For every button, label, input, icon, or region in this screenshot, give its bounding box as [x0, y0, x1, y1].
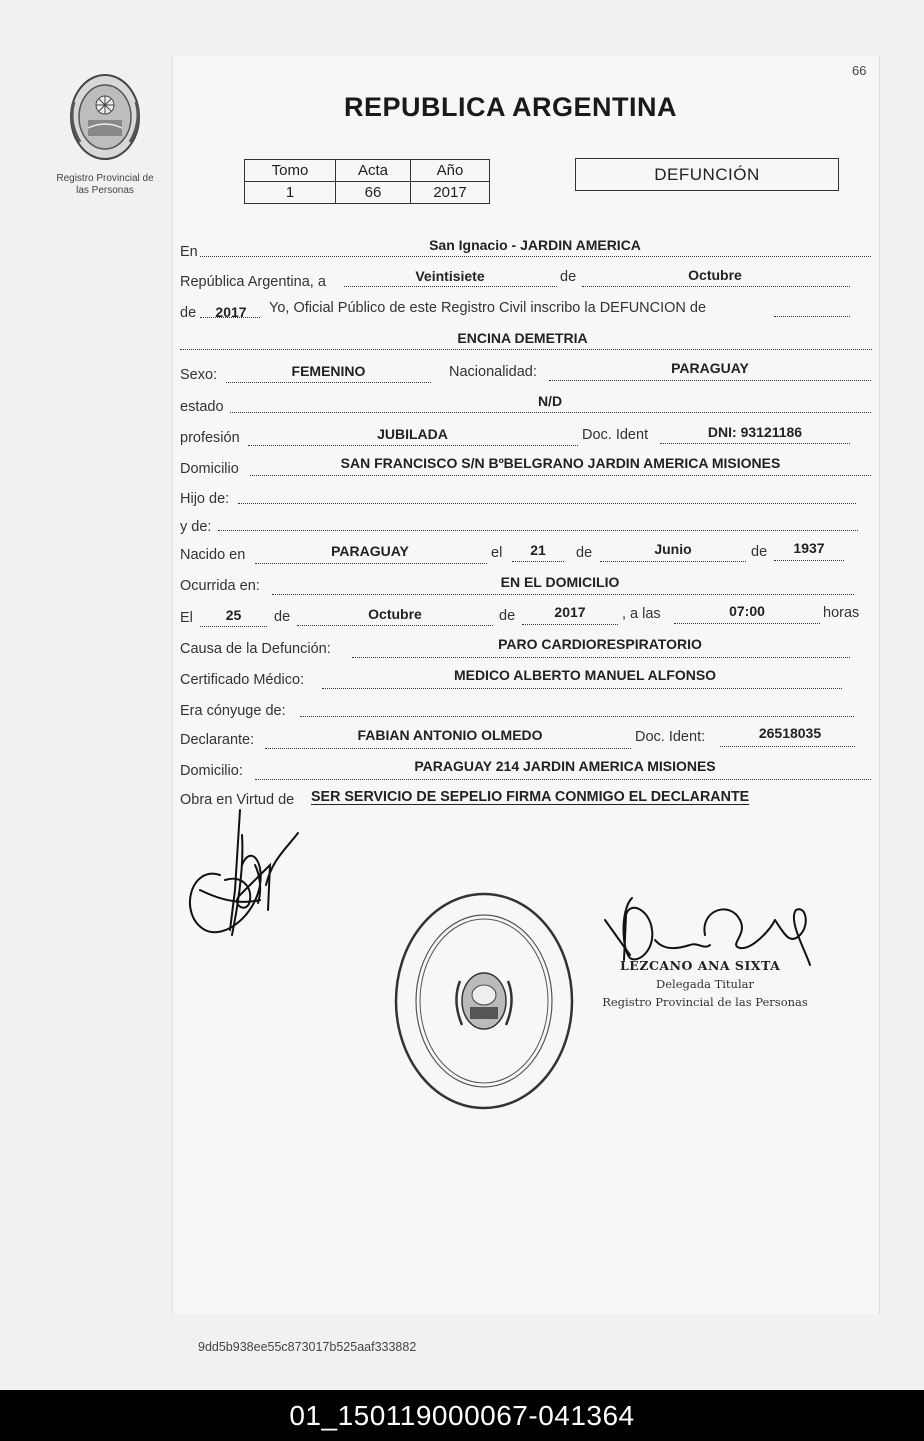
value-def-hora: 07:00 — [729, 603, 765, 619]
value-nacionalidad: PARAGUAY — [671, 360, 749, 376]
record-type-box: DEFUNCIÓN — [575, 158, 839, 191]
label-sexo: Sexo: — [180, 367, 218, 383]
value-obra-en-virtud: SER SERVICIO DE SEPELIO FIRMA CONMIGO EL DECLARANTE — [311, 789, 750, 805]
label-hijo-de: Hijo de: — [180, 491, 230, 507]
declarant-signature — [180, 805, 305, 945]
value-certificado: MEDICO ALBERTO MANUEL ALFONSO — [453, 667, 717, 683]
value-profesion: JUBILADA — [377, 426, 448, 442]
label-de-anio: de — [180, 305, 197, 321]
logo-caption-line1: Registro Provincial de — [56, 173, 154, 184]
logo-caption — [36, 173, 174, 197]
label-doc-ident: Doc. Ident — [582, 427, 649, 443]
value-declarante-domicilio: PARAGUAY 214 JARDIN AMERICA MISIONES — [414, 758, 716, 774]
value-anio: 2017 — [215, 304, 247, 320]
label-yo-oficial: Yo, Oficial Público de este Registro Civil inscribo la DEFUNCION de — [269, 300, 707, 316]
value-nacido-en: PARAGUAY — [331, 543, 409, 559]
value-domicilio: SAN FRANCISCO S/N BºBELGRANO JARDIN AMERICA MISIONES — [340, 455, 781, 471]
document-title: REPUBLICA ARGENTINA — [344, 92, 677, 122]
table-header-tomo: Tomo — [245, 160, 336, 182]
table-value-acta: 66 — [336, 182, 411, 204]
label-certificado: Certificado Médico: — [180, 672, 305, 688]
table-header-anio: Año — [411, 160, 490, 182]
value-causa: PARO CARDIORESPIRATORIO — [498, 636, 702, 652]
value-def-anio: 2017 — [554, 604, 586, 620]
label-estado: estado — [180, 399, 224, 415]
label-declarante: Declarante: — [180, 732, 255, 748]
label-el: el — [491, 545, 503, 561]
label-y-de: y de: — [180, 519, 212, 535]
value-def-mes: Octubre — [368, 606, 422, 622]
official-stamp — [392, 890, 576, 1112]
official-role: Delegada Titular — [655, 977, 754, 991]
label-de-mes: de — [560, 269, 577, 285]
value-declarante-doc: 26518035 — [758, 725, 822, 741]
value-dia-texto: Veintisiete — [415, 268, 485, 284]
value-mes-texto: Octubre — [688, 267, 742, 283]
registry-table — [244, 159, 490, 204]
value-nac-dia: 21 — [530, 542, 546, 558]
label-de-nac-mes: de — [576, 545, 593, 561]
value-sexo: FEMENINO — [291, 363, 366, 379]
label-horas: horas — [823, 605, 860, 621]
value-estado: N/D — [537, 393, 563, 409]
table-header-acta: Acta — [336, 160, 411, 182]
official-name: LEZCANO ANA SIXTA — [620, 958, 781, 973]
value-nac-anio: 1937 — [793, 540, 825, 556]
official-office: Registro Provincial de las Personas — [602, 995, 808, 1009]
label-el-fecha: El — [180, 610, 193, 626]
page-number: 66 — [852, 63, 867, 78]
label-ocurrida-en: Ocurrida en: — [180, 578, 260, 594]
label-domicilio-declarante: Domicilio: — [180, 763, 243, 779]
value-nac-mes: Junio — [654, 541, 692, 557]
value-lugar: San Ignacio - JARDIN AMERICA — [429, 237, 641, 253]
label-domicilio: Domicilio — [180, 461, 239, 477]
label-nacionalidad: Nacionalidad: — [449, 364, 537, 380]
document-hash: 9dd5b938ee55c873017b525aaf333882 — [198, 1340, 417, 1354]
label-de-def-mes: de — [274, 609, 291, 625]
label-conyuge: Era cónyuge de: — [180, 703, 286, 719]
label-en: En — [180, 244, 198, 260]
line-yo-oficial — [774, 298, 850, 317]
label-a-las: , a las — [622, 606, 661, 622]
line-y-de — [218, 512, 858, 531]
label-de-def-anio: de — [499, 608, 516, 624]
value-declarante: FABIAN ANTONIO OLMEDO — [357, 727, 543, 743]
value-def-dia: 25 — [225, 607, 242, 623]
label-doc-ident-declarante: Doc. Ident: — [635, 729, 706, 745]
value-nombre: ENCINA DEMETRIA — [457, 330, 588, 346]
label-nacido-en: Nacido en — [180, 547, 246, 563]
table-value-tomo: 1 — [245, 182, 336, 204]
label-republica: República Argentina, a — [180, 274, 326, 290]
provincial-seal-logo — [64, 72, 146, 164]
label-causa: Causa de la Defunción: — [180, 641, 331, 657]
footer-id: 01_150119000067-041364 — [289, 1399, 635, 1431]
value-ocurrida-en: EN EL DOMICILIO — [500, 574, 620, 590]
line-conyuge — [300, 698, 854, 717]
label-obra: Obra en Virtud de — [180, 792, 295, 808]
label-profesion: profesión — [180, 430, 240, 446]
logo-caption-line2: las Personas — [76, 185, 134, 196]
value-documento: DNI: 93121186 — [707, 424, 803, 440]
line-hijo-de — [238, 485, 856, 504]
table-value-anio: 2017 — [411, 182, 490, 204]
footer-id-bar — [0, 1390, 924, 1441]
label-de-nac-anio: de — [751, 544, 768, 560]
